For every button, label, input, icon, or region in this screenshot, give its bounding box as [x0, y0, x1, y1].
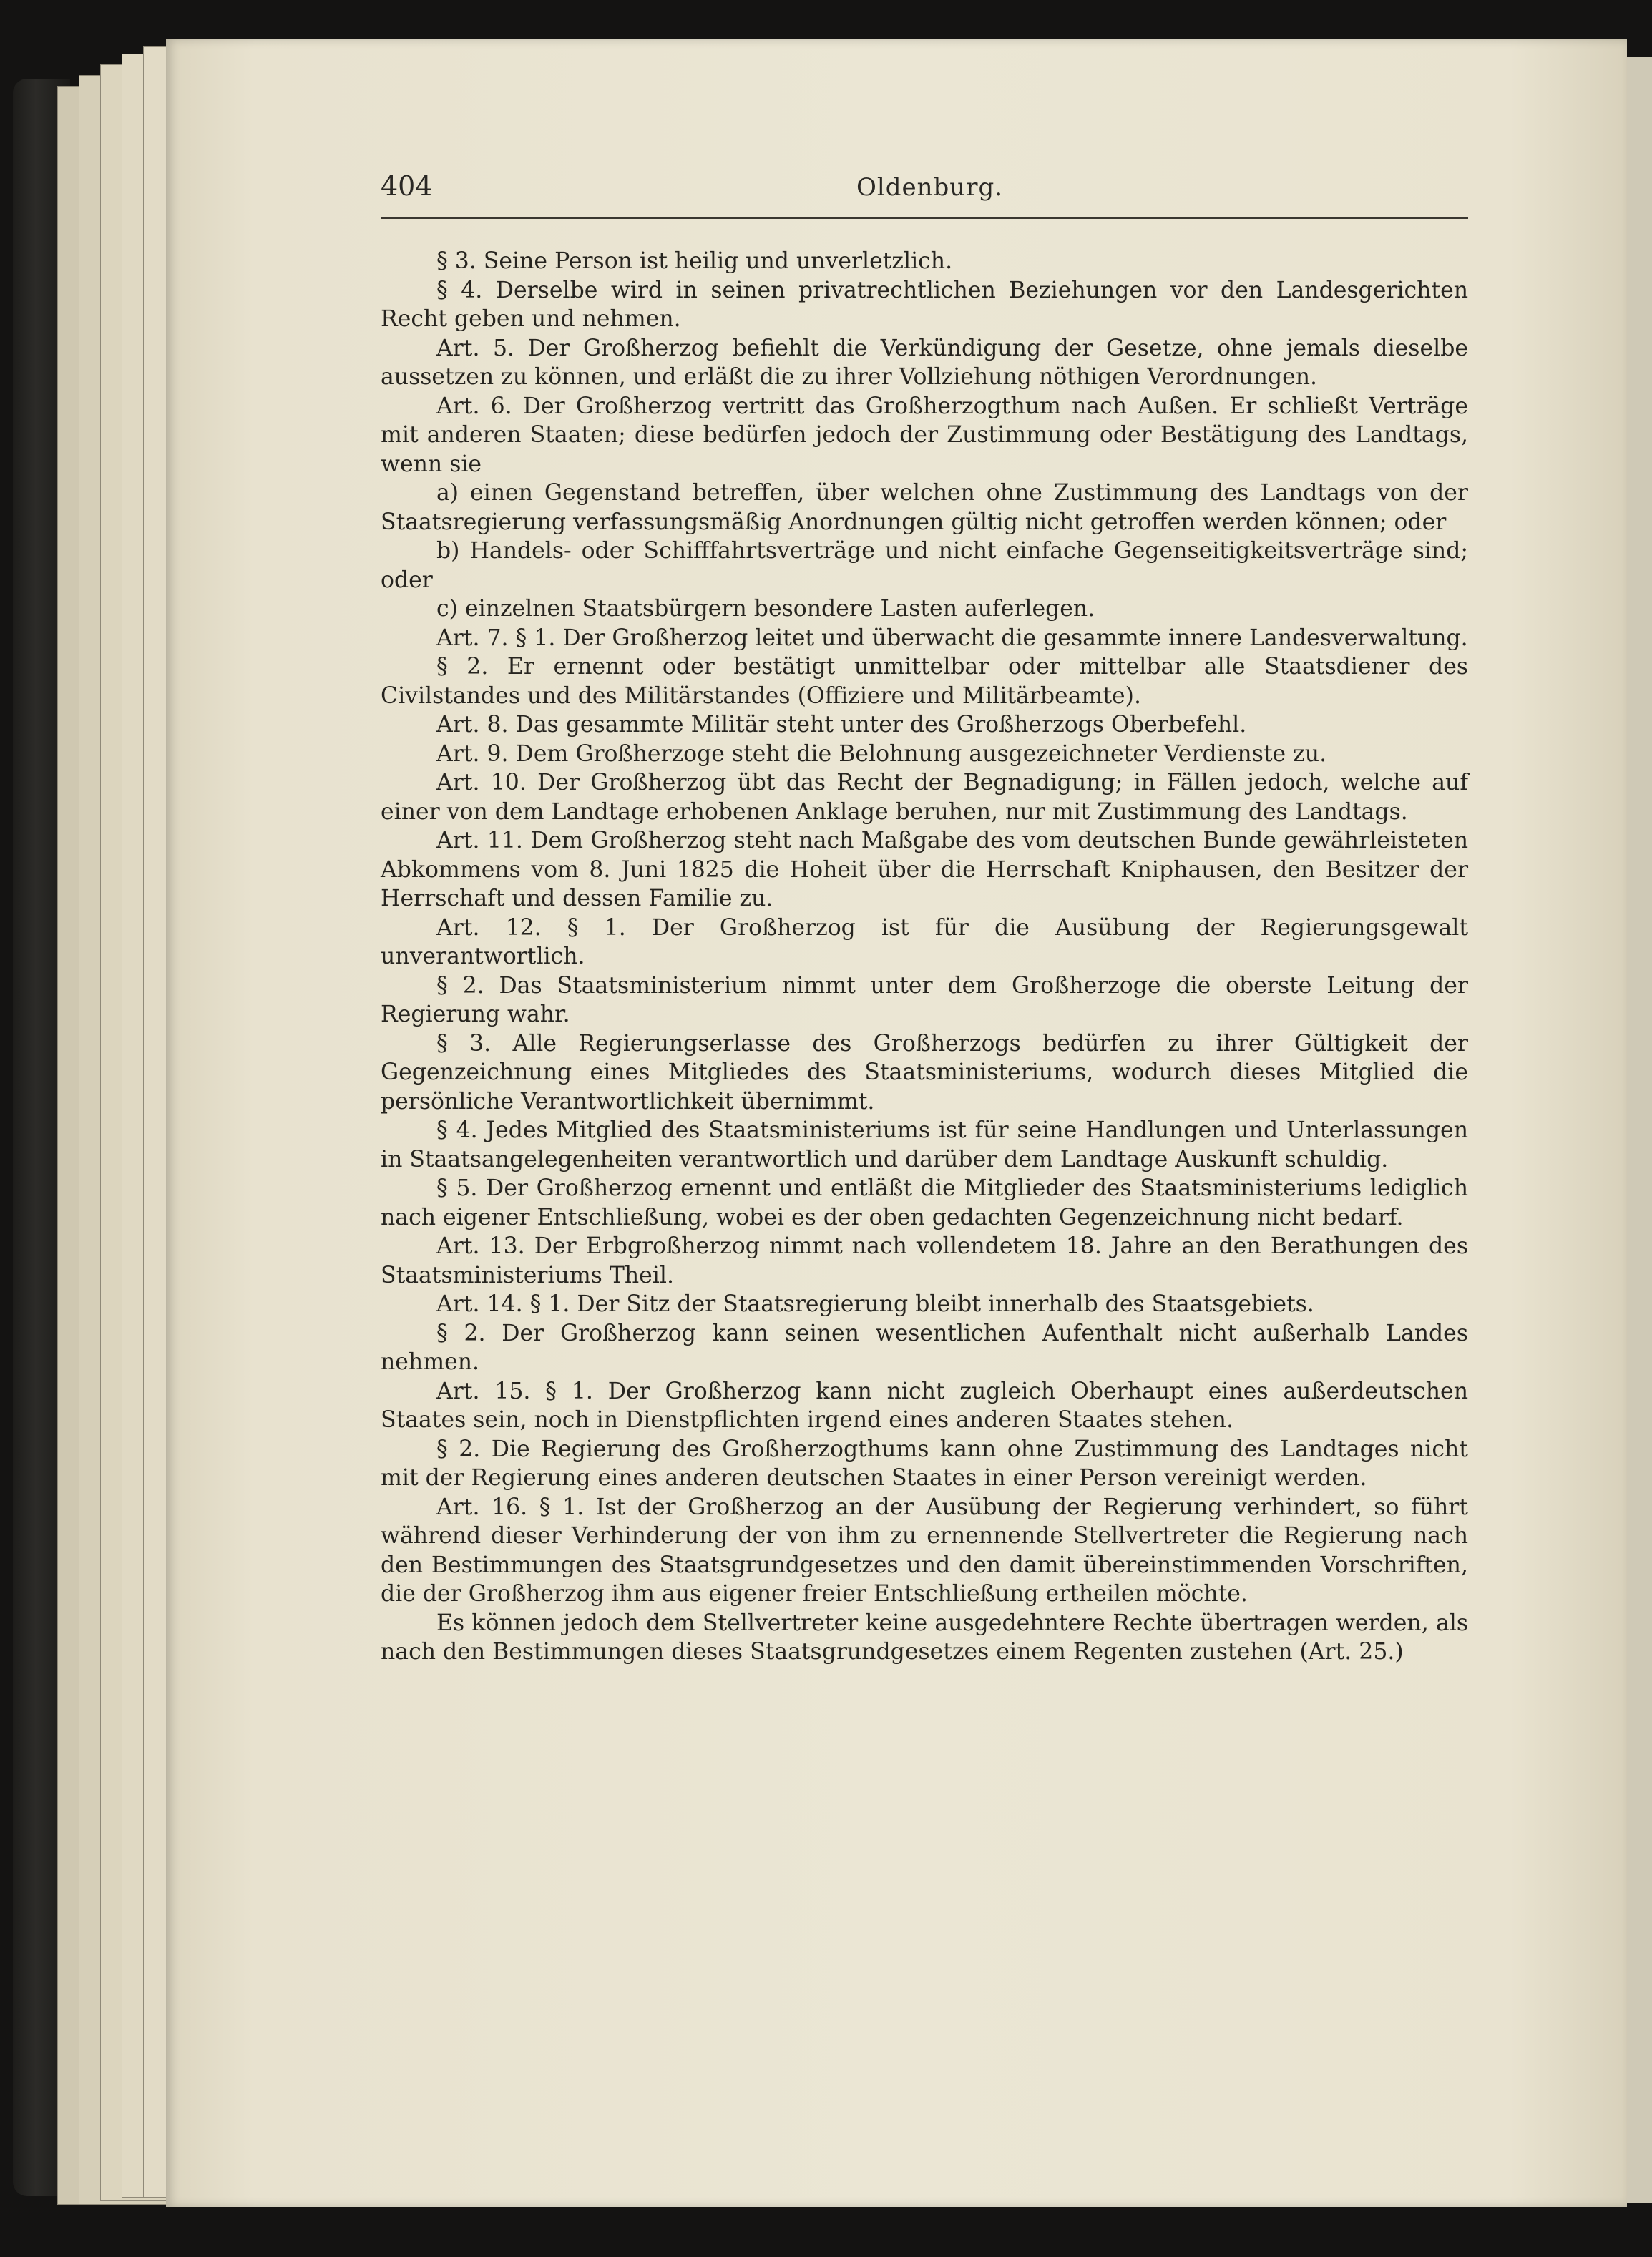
paragraph: a) einen Gegenstand betreffen, über welchen ohne Zustimmung des Landtags von der Staatsregierung verfassungsmäßig Anordnungen gültig nicht getroffen werden können; oder — [381, 480, 1468, 535]
paragraph: b) Handels- oder Schifffahrtsverträge und nicht einfache Gegenseitigkeitsverträge sind; oder — [381, 538, 1468, 593]
paragraph: Art. 11. Dem Großherzog steht nach Maßgabe des vom deutschen Bunde gewährleisteten Abkommens vom 8. Juni 1825 die Hoheit über die Herrschaft Kniphausen, den Besitzer der Herrschaft und dessen Familie zu. — [381, 828, 1468, 911]
paragraph: Es können jedoch dem Stellvertreter keine ausgedehntere Rechte übertragen werden, als nach den Bestimmungen dieses Staatsgrundgesetzes einem Regenten zustehen (Art. 25.) — [381, 1610, 1468, 1665]
paragraph: Art. 12. § 1. Der Großherzog ist für die Ausübung der Regierungsgewalt unverantwortlich. — [381, 914, 1468, 969]
paragraph: Art. 5. Der Großherzog befiehlt die Verkündigung der Gesetze, ohne jemals dieselbe aussetzen zu können, und erläßt die zu ihrer Vollziehung nöthigen Verordnungen. — [381, 335, 1468, 390]
paragraph: Art. 6. Der Großherzog vertritt das Großherzogthum nach Außen. Er schließt Verträge mit anderen Staaten; diese bedürfen jedoch der Zustimmung oder Bestätigung des Landtags, wenn sie — [381, 393, 1468, 477]
paragraph: Art. 8. Das gesammte Militär steht unter des Großherzogs Oberbefehl. — [436, 712, 1247, 738]
page-number: 404 — [381, 170, 433, 202]
paragraph: § 2. Er ernennt oder bestätigt unmittelbar oder mittelbar alle Staatsdiener des Civilstandes und des Militärstandes (Offiziere und Militärbeamte). — [381, 654, 1468, 709]
next-page-edge — [1627, 57, 1652, 2203]
paragraph: Art. 9. Dem Großherzoge steht die Belohnung ausgezeichneter Verdienste zu. — [436, 740, 1327, 767]
header-rule — [381, 217, 1468, 219]
paragraph: Art. 7. § 1. Der Großherzog leitet und überwacht die gesammte innere Landesverwaltung. — [436, 625, 1468, 651]
paragraph: § 4. Jedes Mitglied des Staatsministeriums ist für seine Handlungen und Unterlassungen in Staatsangelegenheiten verantwortlich und darüber dem Landtage Auskunft schuldig. — [381, 1117, 1468, 1172]
page-header — [381, 170, 1468, 213]
running-title: Oldenburg. — [856, 173, 1004, 202]
paragraph: § 5. Der Großherzog ernennt und entläßt die Mitglieder des Staatsministeriums lediglich nach eigener Entschließung, wobei es der oben gedachten Gegenzeichnung nicht bedarf. — [381, 1175, 1468, 1230]
paragraph: § 3. Seine Person ist heilig und unverletzlich. — [436, 248, 953, 274]
paragraph: § 2. Das Staatsministerium nimmt unter dem Großherzoge die oberste Leitung der Regierung wahr. — [381, 972, 1468, 1027]
paragraph: Art. 10. Der Großherzog übt das Recht der Begnadigung; in Fällen jedoch, welche auf einer von dem Landtage erhobenen Anklage beruhen, nur mit Zustimmung des Landtags. — [381, 770, 1468, 825]
paragraph: § 2. Die Regierung des Großherzogthums kann ohne Zustimmung des Landtages nicht mit der Regierung eines anderen deutschen Staates in einer Person vereinigt werden. — [381, 1436, 1468, 1491]
paragraph: c) einzelnen Staatsbürgern besondere Lasten auferlegen. — [436, 596, 1095, 622]
paragraph: Art. 14. § 1. Der Sitz der Staatsregierung bleibt innerhalb des Staatsgebiets. — [436, 1291, 1314, 1317]
paragraph: § 2. Der Großherzog kann seinen wesentlichen Aufenthalt nicht außerhalb Landes nehmen. — [381, 1320, 1468, 1375]
paragraph: § 3. Alle Regierungserlasse des Großherzogs bedürfen zu ihrer Gültigkeit der Gegenzeichnung eines Mitgliedes des Staatsministeriums, wodurch dieses Mitglied die persönliche Verantwortlichkeit übernimmt. — [381, 1030, 1468, 1115]
paragraph: Art. 16. § 1. Ist der Großherzog an der Ausübung der Regierung verhindert, so führt während dieser Verhinderung der von ihm zu ernennende Stellvertreter die Regierung nach den Bestimmungen des Staatsgrundgesetzes und den damit übereinstimmenden Vorschriften, die der Großherzog ihm aus eigener freier Entschließung ertheilen möchte. — [381, 1494, 1468, 1607]
paragraph: Art. 13. Der Erbgroßherzog nimmt nach vollendetem 18. Jahre an den Berathungen des Staatsministeriums Theil. — [381, 1233, 1468, 1288]
paragraph: § 4. Derselbe wird in seinen privatrechtlichen Beziehungen vor den Landesgerichten Recht geben und nehmen. — [381, 277, 1468, 332]
body-text — [381, 247, 1468, 1667]
paragraph: Art. 15. § 1. Der Großherzog kann nicht zugleich Oberhaupt eines außerdeutschen Staates sein, noch in Dienstpflichten irgend eines anderen Staates stehen. — [381, 1378, 1468, 1433]
